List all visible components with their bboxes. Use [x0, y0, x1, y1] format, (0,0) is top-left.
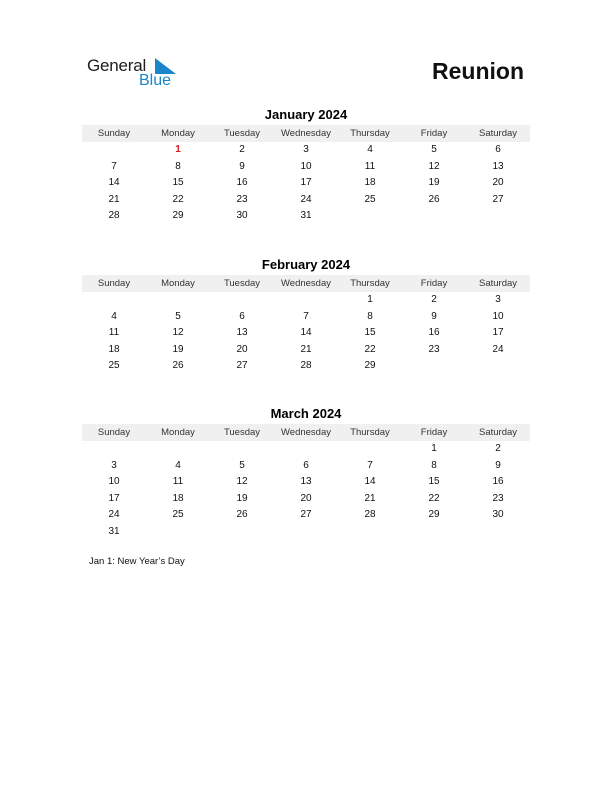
day-cell: 23: [492, 492, 504, 504]
day-cell: [146, 292, 210, 309]
day-cell: [146, 441, 210, 458]
day-cell: 14: [300, 327, 312, 339]
day-cell: 4: [175, 459, 181, 471]
week-row: [82, 192, 530, 209]
day-cell: 10: [492, 310, 504, 322]
day-cell: 8: [367, 310, 373, 322]
day-cell: 14: [364, 476, 376, 488]
weekday-label: Tuesday: [223, 427, 261, 438]
day-cell: [82, 441, 146, 458]
day-cell: 22: [364, 343, 376, 355]
week-row: [82, 309, 530, 326]
day-cell: 3: [111, 459, 117, 471]
weekday-label: Sunday: [97, 128, 131, 139]
weekday-header: [82, 275, 530, 292]
holidays-note: Jan 1: New Year’s Day: [89, 556, 185, 567]
week-row: [82, 358, 530, 375]
day-cell: 20: [236, 343, 248, 355]
weekday-label: Friday: [420, 128, 448, 139]
day-cell: 15: [364, 327, 376, 339]
logo-text-blue: Blue: [139, 72, 172, 89]
holiday-day-cell: 1: [175, 144, 181, 155]
weekday-label: Monday: [161, 278, 195, 289]
day-cell: [466, 208, 530, 225]
logo-text-general: General: [87, 56, 147, 75]
day-cell: 21: [300, 343, 312, 355]
day-cell: 12: [428, 160, 440, 172]
day-cell: 4: [367, 144, 373, 155]
day-cell: [466, 524, 530, 541]
weekday-header: [82, 125, 530, 142]
day-cell: 14: [108, 177, 120, 189]
weekday-label: Friday: [420, 427, 448, 438]
weekday-label: Monday: [161, 128, 195, 139]
day-cell: 10: [108, 476, 120, 488]
day-cell: 17: [108, 492, 120, 504]
generalblue-logo: [87, 56, 187, 92]
day-cell: 6: [239, 310, 245, 322]
day-cell: 22: [172, 193, 184, 205]
week-row: [82, 175, 530, 192]
day-cell: 13: [492, 160, 504, 172]
day-cell: [402, 358, 466, 375]
day-cell: 27: [236, 360, 248, 372]
day-cell: 21: [108, 193, 120, 205]
day-cell: 26: [236, 509, 248, 521]
day-cell: 25: [108, 360, 120, 372]
day-cell: 4: [111, 310, 117, 322]
day-cell: [82, 142, 146, 159]
day-cell: 13: [236, 327, 248, 339]
weekday-label: Wednesday: [281, 427, 331, 438]
day-cell: 8: [175, 160, 181, 172]
day-cell: 11: [172, 476, 184, 488]
day-cell: 12: [236, 476, 248, 488]
day-cell: 1: [367, 294, 373, 305]
month-block: [82, 256, 530, 375]
weekday-label: Thursday: [350, 278, 390, 289]
day-cell: [210, 292, 274, 309]
day-cell: 31: [108, 525, 120, 537]
day-cell: 30: [236, 210, 248, 222]
day-cell: [338, 208, 402, 225]
day-cell: 28: [108, 210, 120, 222]
week-row: [82, 507, 530, 524]
month-block: [82, 405, 530, 541]
day-cell: [274, 524, 338, 541]
week-row: [82, 474, 530, 491]
day-cell: 11: [108, 327, 120, 339]
day-cell: 17: [300, 177, 312, 189]
day-cell: 28: [364, 509, 376, 521]
weekday-label: Sunday: [97, 427, 131, 438]
day-cell: 2: [431, 294, 437, 305]
day-cell: 20: [492, 177, 504, 189]
day-cell: 27: [492, 193, 504, 205]
month-block: [82, 106, 530, 225]
weekday-label: Tuesday: [223, 128, 261, 139]
day-cell: 16: [428, 327, 440, 339]
weekday-label: Monday: [161, 427, 195, 438]
country-title: Reunion: [432, 58, 524, 84]
month-title: March 2024: [270, 406, 342, 421]
day-cell: 15: [428, 476, 440, 488]
weekday-label: Sunday: [97, 278, 131, 289]
day-cell: [210, 524, 274, 541]
weekday-label: Wednesday: [281, 128, 331, 139]
day-cell: 18: [172, 492, 184, 504]
week-row: [82, 292, 530, 309]
weekday-label: Saturday: [478, 278, 518, 289]
week-row: [82, 142, 530, 159]
week-row: [82, 458, 530, 475]
day-cell: 5: [239, 459, 245, 471]
day-cell: [146, 524, 210, 541]
day-cell: [274, 441, 338, 458]
weekday-label: Saturday: [478, 128, 518, 139]
day-cell: 6: [303, 459, 309, 471]
weekday-label: Saturday: [478, 427, 518, 438]
day-cell: 12: [172, 327, 184, 339]
day-cell: 8: [431, 459, 437, 471]
day-cell: 7: [303, 310, 309, 322]
day-cell: 6: [495, 144, 501, 155]
week-row: [82, 325, 530, 342]
day-cell: 22: [428, 492, 440, 504]
day-cell: [338, 441, 402, 458]
day-cell: [466, 358, 530, 375]
weekday-label: Wednesday: [281, 278, 331, 289]
day-cell: 25: [172, 509, 184, 521]
day-cell: [338, 524, 402, 541]
weekday-label: Friday: [420, 278, 448, 289]
day-cell: 5: [175, 310, 181, 322]
day-cell: 25: [364, 193, 376, 205]
weekday-header: [82, 424, 530, 441]
day-cell: 15: [172, 177, 184, 189]
day-cell: 24: [300, 193, 312, 205]
day-cell: 9: [495, 459, 501, 471]
day-cell: 13: [300, 476, 312, 488]
day-cell: 19: [172, 343, 184, 355]
day-cell: 7: [111, 160, 117, 172]
day-cell: 29: [364, 360, 376, 372]
day-cell: 9: [431, 310, 437, 322]
day-cell: 26: [172, 360, 184, 372]
day-cell: 5: [431, 144, 437, 155]
day-cell: 9: [239, 160, 245, 172]
month-title: February 2024: [261, 257, 351, 272]
month-title: January 2024: [264, 107, 348, 122]
day-cell: 2: [239, 144, 245, 155]
day-cell: 16: [236, 177, 248, 189]
day-cell: 21: [364, 492, 376, 504]
day-cell: 18: [108, 343, 120, 355]
day-cell: 16: [492, 476, 504, 488]
week-row: [82, 342, 530, 359]
day-cell: 19: [236, 492, 248, 504]
day-cell: 20: [300, 492, 312, 504]
week-row: [82, 491, 530, 508]
day-cell: 7: [367, 459, 373, 471]
day-cell: 27: [300, 509, 312, 521]
day-cell: 26: [428, 193, 440, 205]
week-row: [82, 159, 530, 176]
weekday-label: Tuesday: [223, 278, 261, 289]
day-cell: 29: [172, 210, 184, 222]
day-cell: 17: [492, 327, 504, 339]
day-cell: 11: [364, 160, 376, 172]
day-cell: 18: [364, 177, 376, 189]
week-row: [82, 208, 530, 225]
day-cell: 24: [492, 343, 504, 355]
day-cell: 28: [300, 360, 312, 372]
day-cell: 24: [108, 509, 120, 521]
day-cell: [402, 208, 466, 225]
day-cell: 10: [300, 160, 312, 172]
day-cell: 3: [303, 144, 309, 155]
day-cell: 23: [428, 343, 440, 355]
day-cell: [210, 441, 274, 458]
day-cell: [82, 292, 146, 309]
day-cell: 29: [428, 509, 440, 521]
week-row: [82, 441, 530, 458]
day-cell: 2: [495, 443, 501, 454]
weekday-label: Thursday: [350, 427, 390, 438]
day-cell: [274, 292, 338, 309]
day-cell: 19: [428, 177, 440, 189]
day-cell: 1: [431, 443, 437, 454]
day-cell: [402, 524, 466, 541]
day-cell: 31: [300, 210, 312, 222]
day-cell: 3: [495, 294, 501, 305]
weekday-label: Thursday: [350, 128, 390, 139]
week-row: [82, 524, 530, 541]
day-cell: 23: [236, 193, 248, 205]
day-cell: 30: [492, 509, 504, 521]
